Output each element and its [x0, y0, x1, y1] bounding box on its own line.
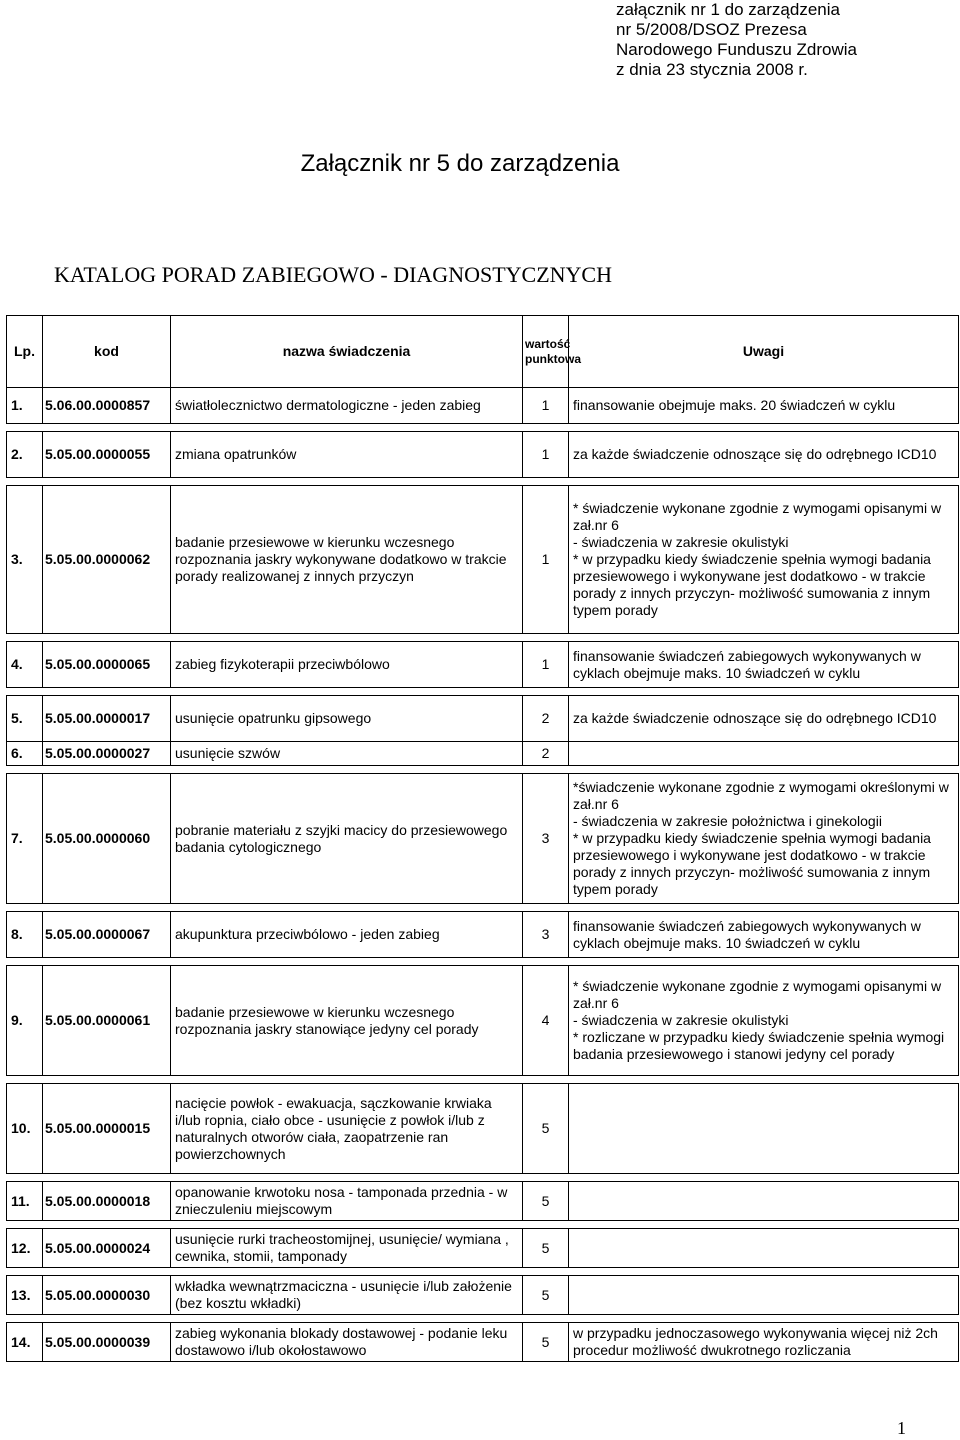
- header-wartosc: wartość punktowa: [523, 316, 569, 388]
- cell-nazwa: usunięcie rurki tracheostomijnej, usunięcie/ wymiana , cewnika, stomii, tamponady: [171, 1229, 523, 1268]
- cell-nazwa: usunięcie szwów: [171, 742, 523, 766]
- cell-wartosc: 3: [523, 774, 569, 904]
- cell-kod: 5.05.00.0000030: [43, 1276, 171, 1315]
- cell-kod: 5.06.00.0000857: [43, 388, 171, 424]
- cell-nazwa: wkładka wewnątrzmaciczna - usunięcie i/lub założenie (bez kosztu wkładki): [171, 1276, 523, 1315]
- cell-lp: 11.: [7, 1182, 43, 1221]
- cell-wartosc: 5: [523, 1084, 569, 1174]
- cell-kod: 5.05.00.0000024: [43, 1229, 171, 1268]
- cell-lp: 10.: [7, 1084, 43, 1174]
- table-row: [7, 696, 959, 742]
- cell-wartosc: 5: [523, 1276, 569, 1315]
- table-row: [7, 388, 959, 424]
- cell-nazwa: usunięcie opatrunku gipsowego: [171, 696, 523, 742]
- catalog-table: [6, 315, 959, 1362]
- table-row: [7, 1276, 959, 1315]
- cell-lp: 14.: [7, 1323, 43, 1362]
- cell-wartosc: 5: [523, 1182, 569, 1221]
- cell-uwagi: w przypadku jednoczasowego wykonywania więcej niż 2ch procedur możliwość dwukrotnego rozliczania: [569, 1323, 959, 1362]
- cell-wartosc: 1: [523, 432, 569, 478]
- cell-nazwa: zmiana opatrunków: [171, 432, 523, 478]
- table-row: [7, 1323, 959, 1362]
- table-row: [7, 774, 959, 904]
- row-spacer: [7, 1076, 959, 1084]
- cell-nazwa: pobranie materiału z szyjki macicy do przesiewowego badania cytologicznego: [171, 774, 523, 904]
- cell-nazwa: opanowanie krwotoku nosa - tamponada przednia - w znieczuleniu miejscowym: [171, 1182, 523, 1221]
- cell-nazwa: badanie przesiewowe w kierunku wczesnego rozpoznania jaskry wykonywane dodatkowo w trakcie porady realizowanej z innych przyczyn: [171, 486, 523, 634]
- table-row: [7, 1084, 959, 1174]
- cell-nazwa: zabieg fizykoterapii przeciwbólowo: [171, 642, 523, 688]
- cell-nazwa: zabieg wykonania blokady dostawowej - podanie leku dostawowo i/lub okołostawowo: [171, 1323, 523, 1362]
- cell-nazwa: światłolecznictwo dermatologiczne - jeden zabieg: [171, 388, 523, 424]
- cell-nazwa: akupunktura przeciwbólowo - jeden zabieg: [171, 912, 523, 958]
- cell-uwagi: [569, 1182, 959, 1221]
- cell-lp: 2.: [7, 432, 43, 478]
- cell-kod: 5.05.00.0000060: [43, 774, 171, 904]
- row-spacer: [7, 1315, 959, 1323]
- catalog-subtitle: KATALOG PORAD ZABIEGOWO - DIAGNOSTYCZNYCH: [54, 262, 612, 287]
- cell-uwagi: za każde świadczenie odnoszące się do odrębnego ICD10: [569, 432, 959, 478]
- cell-uwagi: za każde świadczenie odnoszące się do odrębnego ICD10: [569, 696, 959, 742]
- cell-kod: 5.05.00.0000039: [43, 1323, 171, 1362]
- cell-uwagi: [569, 742, 959, 766]
- header-nazwa: nazwa świadczenia: [171, 316, 523, 388]
- cell-wartosc: 1: [523, 486, 569, 634]
- cell-uwagi: *świadczenie wykonane zgodnie z wymogami określonymi w zał.nr 6 - świadczenia w zakresie położnictwa i ginekologii * w przypadku kiedy świadczenie spełnia wymogi badania przesiewowego i wykonywane jest dodatkowo - w trakcie porady z innych przyczyn- możliwość sumowania z innym typem porady: [569, 774, 959, 904]
- cell-kod: 5.05.00.0000065: [43, 642, 171, 688]
- cell-lp: 6.: [7, 742, 43, 766]
- cell-lp: 8.: [7, 912, 43, 958]
- row-spacer: [7, 904, 959, 912]
- row-spacer: [7, 1221, 959, 1229]
- cell-kod: 5.05.00.0000027: [43, 742, 171, 766]
- table-row: [7, 1229, 959, 1268]
- cell-kod: 5.05.00.0000067: [43, 912, 171, 958]
- row-spacer: [7, 634, 959, 642]
- cell-uwagi: * świadczenie wykonane zgodnie z wymogami opisanymi w zał.nr 6 - świadczenia w zakresie okulistyki * rozliczane w przypadku kiedy świadczenie spełnia wymogi badania przesiewowego i stanowi jedyny cel porady: [569, 966, 959, 1076]
- table-row: [7, 742, 959, 766]
- cell-kod: 5.05.00.0000062: [43, 486, 171, 634]
- row-spacer: [7, 766, 959, 774]
- cell-lp: 7.: [7, 774, 43, 904]
- cell-uwagi: [569, 1084, 959, 1174]
- cell-uwagi: finansowanie obejmuje maks. 20 świadczeń w cyklu: [569, 388, 959, 424]
- cell-uwagi: * świadczenie wykonane zgodnie z wymogami opisanymi w zał.nr 6 - świadczenia w zakresie okulistyki * w przypadku kiedy świadczenie spełnia wymogi badania przesiewowego i wykonywane jest dodatkowo - w trakcie porady z innych przyczyn- możliwość sumowania z innym typem porady: [569, 486, 959, 634]
- cell-wartosc: 4: [523, 966, 569, 1076]
- table-header-row: [7, 316, 959, 388]
- row-spacer: [7, 1174, 959, 1182]
- cell-nazwa: nacięcie powłok - ewakuacja, sączkowanie krwiaka i/lub ropnia, ciało obce - usunięcie z powłok i/lub z naturalnych otworów ciała, zaopatrzenie ran powierzchownych: [171, 1084, 523, 1174]
- cell-wartosc: 2: [523, 742, 569, 766]
- table-row: [7, 642, 959, 688]
- cell-wartosc: 3: [523, 912, 569, 958]
- header-lp: Lp.: [7, 316, 43, 388]
- row-spacer: [7, 424, 959, 432]
- cell-wartosc: 1: [523, 388, 569, 424]
- cell-uwagi: finansowanie świadczeń zabiegowych wykonywanych w cyklach obejmuje maks. 10 świadczeń w cyklu: [569, 912, 959, 958]
- cell-kod: 5.05.00.0000018: [43, 1182, 171, 1221]
- cell-lp: 1.: [7, 388, 43, 424]
- cell-lp: 3.: [7, 486, 43, 634]
- cell-lp: 5.: [7, 696, 43, 742]
- row-spacer: [7, 1268, 959, 1276]
- table-row: [7, 432, 959, 478]
- document-title: Załącznik nr 5 do zarządzenia: [300, 150, 620, 177]
- row-spacer: [7, 688, 959, 696]
- table-row: [7, 486, 959, 634]
- cell-kod: 5.05.00.0000061: [43, 966, 171, 1076]
- cell-uwagi: [569, 1276, 959, 1315]
- page-number: 1: [897, 1418, 906, 1438]
- cell-lp: 4.: [7, 642, 43, 688]
- row-spacer: [7, 958, 959, 966]
- table-row: [7, 966, 959, 1076]
- cell-wartosc: 2: [523, 696, 569, 742]
- table-row: [7, 1182, 959, 1221]
- cell-wartosc: 5: [523, 1323, 569, 1362]
- cell-kod: 5.05.00.0000055: [43, 432, 171, 478]
- cell-uwagi: [569, 1229, 959, 1268]
- header-uwagi: Uwagi: [569, 316, 959, 388]
- annex-reference: załącznik nr 1 do zarządzenia nr 5/2008/DSOZ Prezesa Narodowego Funduszu Zdrowia z dnia 23 stycznia 2008 r.: [616, 0, 857, 79]
- cell-nazwa: badanie przesiewowe w kierunku wczesnego rozpoznania jaskry stanowiące jedyny cel porady: [171, 966, 523, 1076]
- cell-kod: 5.05.00.0000017: [43, 696, 171, 742]
- cell-uwagi: finansowanie świadczeń zabiegowych wykonywanych w cyklach obejmuje maks. 10 świadczeń w cyklu: [569, 642, 959, 688]
- cell-wartosc: 1: [523, 642, 569, 688]
- header-kod: kod: [43, 316, 171, 388]
- cell-wartosc: 5: [523, 1229, 569, 1268]
- cell-lp: 12.: [7, 1229, 43, 1268]
- cell-lp: 9.: [7, 966, 43, 1076]
- cell-kod: 5.05.00.0000015: [43, 1084, 171, 1174]
- row-spacer: [7, 478, 959, 486]
- cell-lp: 13.: [7, 1276, 43, 1315]
- table-row: [7, 912, 959, 958]
